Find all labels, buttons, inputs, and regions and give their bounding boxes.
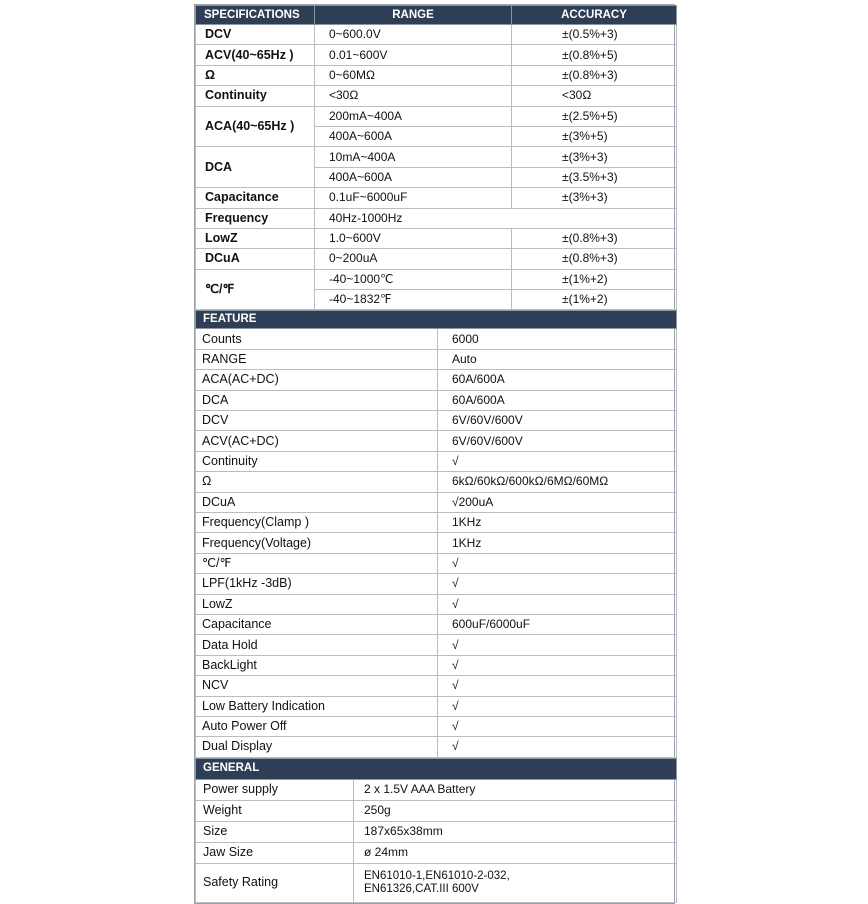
spec-range: -40~1832℉: [315, 290, 512, 310]
feature-header-row: [196, 311, 677, 329]
general-value: 2 x 1.5V AAA Battery: [354, 779, 677, 800]
general-value: 187x65x38mm: [354, 821, 677, 842]
feature-name: Dual Display: [196, 737, 438, 757]
feature-row: [196, 614, 677, 634]
spec-name: Frequency: [196, 208, 315, 228]
general-value: ø 24mm: [354, 842, 677, 863]
spec-name: ℃/℉: [196, 269, 315, 310]
spec-row-ohm: [196, 65, 677, 85]
feature-row: [196, 696, 677, 716]
feature-value: 6V/60V/600V: [438, 431, 677, 451]
spec-row-dcv: [196, 25, 677, 45]
feature-name: Ω: [196, 472, 438, 492]
general-header-row: [196, 758, 677, 779]
range-header: RANGE: [315, 6, 512, 25]
spec-name: LowZ: [196, 228, 315, 248]
general-value: 250g: [354, 800, 677, 821]
feature-row: [196, 349, 677, 369]
feature-row: [196, 574, 677, 594]
feature-value: √: [438, 594, 677, 614]
feature-row: [196, 411, 677, 431]
general-value: [354, 863, 677, 902]
feature-value: √: [438, 737, 677, 757]
accuracy-header: ACCURACY: [512, 6, 677, 25]
spec-row-dca-1: [196, 147, 677, 167]
spec-name: DCuA: [196, 249, 315, 269]
spec-name: ACA(40~65Hz ): [196, 106, 315, 147]
feature-name: LowZ: [196, 594, 438, 614]
feature-header: FEATURE: [196, 311, 677, 329]
feature-value: √: [438, 676, 677, 696]
feature-value: 6000: [438, 329, 677, 349]
feature-row: [196, 472, 677, 492]
feature-row: [196, 553, 677, 573]
spec-accuracy: ±(0.8%+3): [512, 228, 677, 248]
feature-row: [196, 716, 677, 736]
feature-name: Frequency(Clamp ): [196, 512, 438, 532]
feature-value: √: [438, 696, 677, 716]
feature-row: [196, 594, 677, 614]
spec-row-acv: [196, 45, 677, 65]
feature-name: ℃/℉: [196, 553, 438, 573]
feature-row: [196, 370, 677, 390]
feature-row: [196, 492, 677, 512]
general-name: Safety Rating: [196, 863, 354, 902]
feature-name: LPF(1kHz -3dB): [196, 574, 438, 594]
feature-value: √: [438, 553, 677, 573]
feature-rows: [196, 329, 677, 757]
spec-name: Capacitance: [196, 188, 315, 208]
feature-row: [196, 737, 677, 757]
feature-name: Capacitance: [196, 614, 438, 634]
spec-range: 0.1uF~6000uF: [315, 188, 512, 208]
spec-row-continuity: [196, 86, 677, 106]
feature-name: DCuA: [196, 492, 438, 512]
general-row: [196, 800, 677, 821]
general-name: Power supply: [196, 779, 354, 800]
spec-row-temp-1: [196, 269, 677, 289]
spec-range: 0~60MΩ: [315, 65, 512, 85]
feature-value: √200uA: [438, 492, 677, 512]
spec-accuracy: ±(1%+2): [512, 290, 677, 310]
spec-range: 400A~600A: [315, 126, 512, 146]
safety-rating-line-2: EN61326,CAT.III 600V: [364, 882, 479, 895]
feature-row: [196, 451, 677, 471]
feature-value: 600uF/6000uF: [438, 614, 677, 634]
feature-name: DCV: [196, 411, 438, 431]
feature-value: √: [438, 451, 677, 471]
general-row: [196, 863, 677, 902]
spec-range: -40~1000℃: [315, 269, 512, 289]
general-header: GENERAL: [196, 758, 677, 779]
feature-name: Counts: [196, 329, 438, 349]
spec-row-capacitance: [196, 188, 677, 208]
spec-name: DCA: [196, 147, 315, 188]
specifications-header-row: [196, 6, 677, 25]
feature-row: [196, 635, 677, 655]
spec-accuracy: ±(2.5%+5): [512, 106, 677, 126]
spec-accuracy: ±(0.8%+3): [512, 249, 677, 269]
spec-range: 40Hz-1000Hz: [315, 208, 677, 228]
feature-row: [196, 431, 677, 451]
feature-name: Continuity: [196, 451, 438, 471]
general-table: [195, 758, 677, 903]
feature-name: ACV(AC+DC): [196, 431, 438, 451]
general-row: [196, 842, 677, 863]
spec-name: DCV: [196, 25, 315, 45]
spec-name: Continuity: [196, 86, 315, 106]
spec-range: 0~200uA: [315, 249, 512, 269]
spec-name: ACV(40~65Hz ): [196, 45, 315, 65]
feature-table: [195, 310, 677, 757]
spec-accuracy: ±(0.8%+5): [512, 45, 677, 65]
spec-accuracy: ±(1%+2): [512, 269, 677, 289]
feature-value: 1KHz: [438, 512, 677, 532]
spec-range: 0.01~600V: [315, 45, 512, 65]
spec-accuracy: ±(3%+3): [512, 188, 677, 208]
spec-accuracy: <30Ω: [512, 86, 677, 106]
spec-row-aca-1: [196, 106, 677, 126]
spec-range: 0~600.0V: [315, 25, 512, 45]
feature-value: 6kΩ/60kΩ/600kΩ/6MΩ/60MΩ: [438, 472, 677, 492]
specifications-header: SPECIFICATIONS: [196, 6, 315, 25]
feature-row: [196, 655, 677, 675]
feature-name: DCA: [196, 390, 438, 410]
feature-row: [196, 676, 677, 696]
feature-name: Low Battery Indication: [196, 696, 438, 716]
feature-name: Auto Power Off: [196, 716, 438, 736]
feature-value: 60A/600A: [438, 390, 677, 410]
feature-row: [196, 533, 677, 553]
spec-accuracy: ±(3%+3): [512, 147, 677, 167]
feature-value: √: [438, 655, 677, 675]
feature-value: √: [438, 716, 677, 736]
spec-row-frequency: [196, 208, 677, 228]
safety-rating-line-1: EN61010-1,EN61010-2-032,: [364, 869, 510, 882]
spec-row-lowz: [196, 228, 677, 248]
feature-name: RANGE: [196, 349, 438, 369]
feature-name: NCV: [196, 676, 438, 696]
spec-row-dcua: [196, 249, 677, 269]
general-row: [196, 821, 677, 842]
feature-value: 60A/600A: [438, 370, 677, 390]
general-name: Size: [196, 821, 354, 842]
spec-range: 200mA~400A: [315, 106, 512, 126]
spec-name: Ω: [196, 65, 315, 85]
spec-accuracy: ±(3.5%+3): [512, 167, 677, 187]
spec-range: 1.0~600V: [315, 228, 512, 248]
feature-row: [196, 512, 677, 532]
spec-accuracy: ±(3%+5): [512, 126, 677, 146]
feature-value: √: [438, 574, 677, 594]
feature-value: √: [438, 635, 677, 655]
feature-value: 6V/60V/600V: [438, 411, 677, 431]
spec-accuracy: ±(0.5%+3): [512, 25, 677, 45]
specifications-table: [195, 5, 677, 310]
spec-range: <30Ω: [315, 86, 512, 106]
feature-row: [196, 329, 677, 349]
spec-range: 10mA~400A: [315, 147, 512, 167]
feature-name: ACA(AC+DC): [196, 370, 438, 390]
feature-name: Data Hold: [196, 635, 438, 655]
feature-name: Frequency(Voltage): [196, 533, 438, 553]
feature-value: 1KHz: [438, 533, 677, 553]
general-name: Jaw Size: [196, 842, 354, 863]
spec-accuracy: ±(0.8%+3): [512, 65, 677, 85]
general-name: Weight: [196, 800, 354, 821]
spec-sheet: [194, 4, 675, 904]
feature-row: [196, 390, 677, 410]
feature-name: BackLight: [196, 655, 438, 675]
feature-value: Auto: [438, 349, 677, 369]
general-row: [196, 779, 677, 800]
spec-range: 400A~600A: [315, 167, 512, 187]
